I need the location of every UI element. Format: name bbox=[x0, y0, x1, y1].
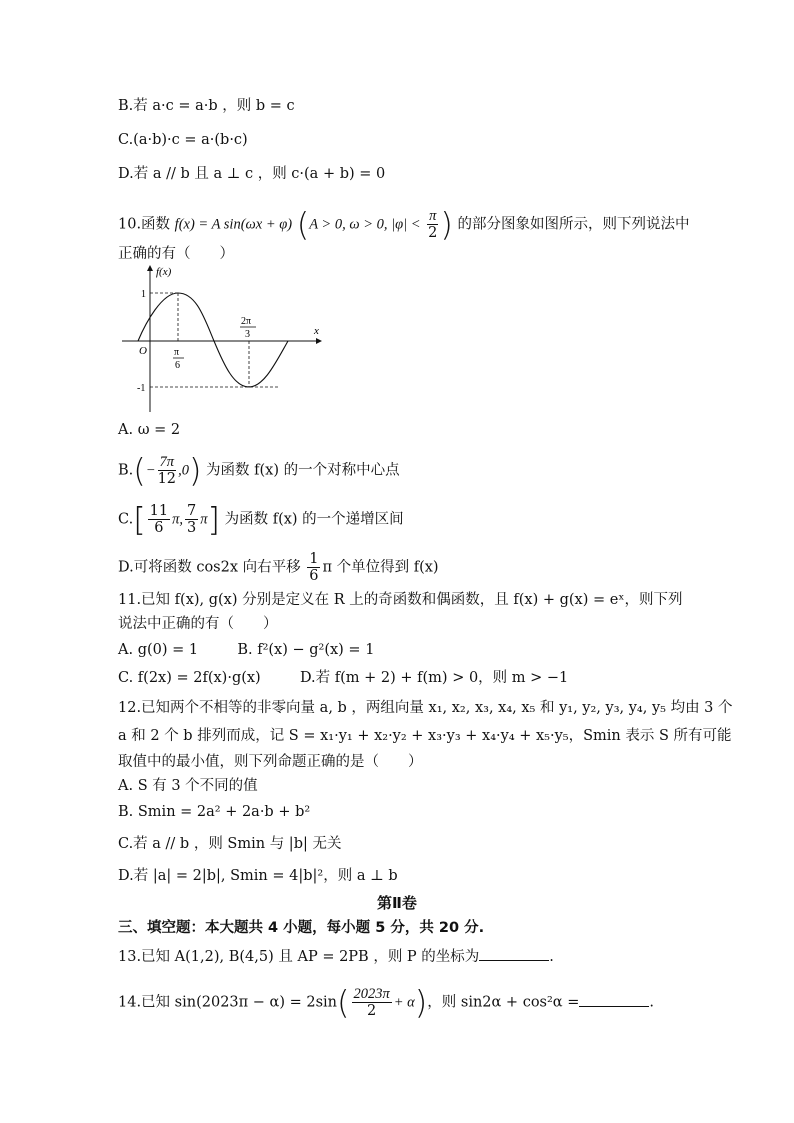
graph-xlabel: x bbox=[314, 325, 319, 337]
q10-stem: 10.函数 f(x) = A sin(ωx + φ) (A > 0, ω > 0, |φ| < $\frac{\pi}{2}$ ) 的部分图象如图所示，则下列说法中 bbox=[118, 205, 690, 244]
q10-condition: A > 0, ω > 0, |φ| < bbox=[309, 216, 421, 233]
q9-option-c bbox=[118, 130, 248, 150]
q12-option-d-text: D.若 |a| = 2|b|, Smin = 4|b|²，则 a ⊥ b bbox=[118, 868, 398, 884]
graph-y1-label: 1 bbox=[141, 289, 146, 300]
q10-option-b-text: 为函数 f(x) 的一个对称中心点 bbox=[206, 462, 400, 479]
q10-prefix: 10.函数 bbox=[118, 216, 171, 233]
q10-function: f(x) = A sin(ωx + φ) bbox=[174, 216, 293, 233]
q11-stem-line1 bbox=[118, 590, 682, 610]
q11-stem2-text: 说法中正确的有（ ） bbox=[118, 616, 278, 632]
sine-curve bbox=[138, 293, 288, 387]
q13-text: 13.已知 A(1,2), B(4,5) 且 AP = 2PB ，则 P 的坐标为 bbox=[118, 949, 480, 965]
q12-option-a-text: A. S 有 3 个不同的值 bbox=[118, 778, 258, 794]
q10-option-c-text: 为函数 f(x) 的一个递增区间 bbox=[224, 511, 404, 528]
volume-title: 第Ⅱ卷 bbox=[377, 894, 417, 912]
q13-end: . bbox=[549, 949, 554, 965]
q12-option-b bbox=[118, 802, 310, 822]
q10-option-b: B.(− $\frac{7\pi}{12}$ ,0) 为函数 f(x) 的一个对称中心点 bbox=[118, 451, 400, 490]
q10-option-a bbox=[118, 420, 180, 440]
graph-pi6-den: 6 bbox=[175, 360, 180, 371]
q10-b-frac-den: 12 bbox=[157, 471, 177, 487]
q11-option-d: D.若 f(m + 2) + f(m) > 0，则 m > −1 bbox=[299, 670, 569, 686]
q12-option-a bbox=[118, 776, 258, 796]
q12-stem3-text: 取值中的最小值，则下列命题正确的是（ ） bbox=[118, 754, 423, 770]
q10-option-d-pre: D.可将函数 cos2x 向右平移 bbox=[118, 559, 301, 576]
q13 bbox=[118, 946, 554, 967]
graph-ylabel: f(x) bbox=[156, 266, 172, 278]
q12-stem-line3 bbox=[118, 752, 423, 772]
q14-end: . bbox=[649, 994, 654, 1011]
q10-frac-den: 2 bbox=[428, 225, 438, 241]
q10-b-frac-num: 7π bbox=[159, 454, 175, 470]
q9-option-d-text: D.若 a // b 且 a ⊥ c ，则 c·(a + b) = 0 bbox=[118, 166, 386, 182]
q10-line2-text: 正确的有（ ） bbox=[118, 246, 234, 262]
q10-c-f2-num: 7 bbox=[187, 503, 197, 519]
q11-stem1-text: 11.已知 f(x), g(x) 分别是定义在 R 上的奇函数和偶函数，且 f(x) + g(x) = eˣ，则下列 bbox=[118, 592, 683, 608]
q12-option-c-text: C.若 a // b ，则 Smin 与 |b| 无关 bbox=[118, 836, 342, 852]
q14-frac-den: 2 bbox=[367, 1003, 377, 1019]
graph-ym1-label: -1 bbox=[137, 383, 146, 394]
q9-option-c-text: C.(a·b)·c = a·(b·c) bbox=[118, 132, 248, 148]
q12-option-c bbox=[118, 834, 341, 854]
q9-option-b bbox=[118, 96, 295, 116]
q9-option-d bbox=[118, 164, 385, 184]
q14-pre: 14.已知 sin(2023π − α) = 2sin bbox=[118, 994, 338, 1011]
q10-option-d-post: π 个单位得到 f(x) bbox=[322, 559, 439, 576]
q12-option-d bbox=[118, 866, 398, 886]
q10-d-frac-num: 1 bbox=[309, 551, 319, 567]
q11-option-a: A. g(0) = 1 bbox=[118, 642, 199, 658]
q10-suffix: 的部分图象如图所示，则下列说法中 bbox=[457, 216, 690, 233]
q10-c-f1-num: 11 bbox=[149, 503, 169, 519]
q12-option-b-text: B. Smin = 2a² + 2a·b + b² bbox=[118, 804, 311, 820]
q10-c-f2-den: 3 bbox=[187, 520, 197, 536]
q10-c-f1-den: 6 bbox=[154, 520, 164, 536]
q12-stem2-text: a 和 2 个 b 排列而成，记 S = x₁·y₁ + x₂·y₂ + x₃·y₃ + x₄·y₄ + x₅·y₅，Smin 表示 S 所有可能 bbox=[118, 728, 732, 744]
q13-answer-blank[interactable] bbox=[479, 946, 549, 961]
section-heading: 三、填空题：本大题共 4 小题，每小题 5 分，共 20 分. bbox=[118, 920, 485, 936]
q10-option-c: C.[ $\frac{11}{6}$ π, $\frac{7}{3}$ π] 为函数 f(x) 的一个递增区间 bbox=[118, 500, 404, 539]
q14-mid: + α bbox=[393, 994, 415, 1011]
q11-options-ab bbox=[118, 640, 374, 660]
q14: 14.已知 sin(2023π − α) = 2sin( $\frac{2023\pi}{2}$ + α)，则 sin2α + cos²α = . bbox=[118, 983, 654, 1022]
sine-graph bbox=[118, 262, 328, 412]
q11-option-b: B. f²(x) − g²(x) = 1 bbox=[237, 642, 375, 658]
q11-stem-line2 bbox=[118, 614, 278, 634]
q12-stem-line1 bbox=[118, 698, 733, 718]
q10-option-a-text: A. ω = 2 bbox=[118, 422, 181, 438]
q12-stem1-text: 12.已知两个不相等的非零向量 a, b ，两组向量 x₁, x₂, x₃, x₄, x₅ 和 y₁, y₂, y₃, y₄, y₅ 均由 3 个 bbox=[118, 700, 733, 716]
graph-pi6-num: π bbox=[174, 347, 180, 358]
graph-origin: O bbox=[139, 345, 147, 357]
q14-frac-num: 2023π bbox=[353, 986, 390, 1002]
q10-stem-line2 bbox=[118, 244, 234, 264]
q10-d-frac-den: 6 bbox=[309, 568, 319, 584]
q10-frac-num: π bbox=[429, 208, 437, 224]
q10-option-d bbox=[118, 551, 439, 584]
graph-2pi3-num: 2π bbox=[241, 316, 252, 327]
q11-options-cd bbox=[118, 668, 568, 688]
q14-post: ，则 sin2α + cos²α = bbox=[427, 994, 580, 1011]
q11-option-c: C. f(2x) = 2f(x)·g(x) bbox=[118, 670, 261, 686]
graph-2pi3-den: 3 bbox=[245, 329, 250, 340]
q14-answer-blank[interactable] bbox=[579, 992, 649, 1007]
q9-option-b-text: B.若 a·c = a·b ，则 b = c bbox=[118, 98, 295, 114]
q12-stem-line2 bbox=[118, 726, 732, 746]
